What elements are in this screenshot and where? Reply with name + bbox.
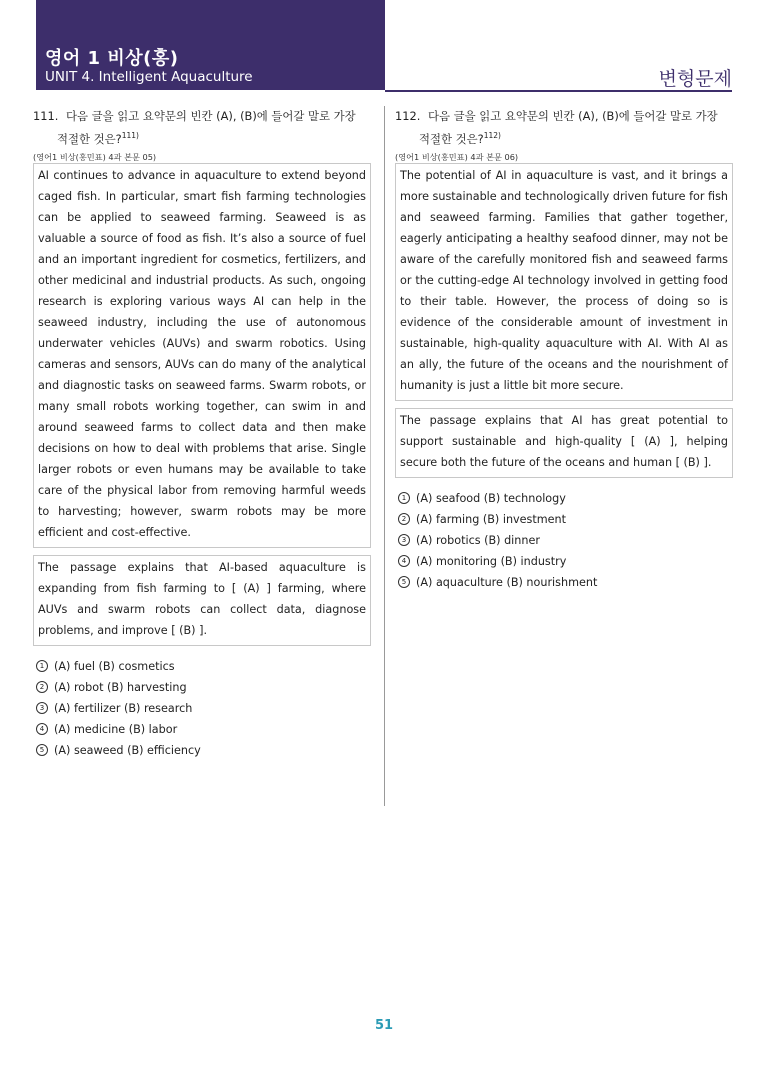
choice-3[interactable] <box>33 698 371 719</box>
choice-text: (A) farming (B) investment <box>416 512 567 526</box>
choice-number-icon: 3 <box>36 702 48 714</box>
choice-number-icon: 1 <box>36 660 48 672</box>
choice-1[interactable] <box>33 656 371 677</box>
choice-1[interactable] <box>395 488 733 509</box>
prompt-line-2: 적절한 것은? <box>419 131 484 146</box>
choice-number-icon: 5 <box>398 576 410 588</box>
passage-box: AI continues to advance in aquaculture to extend beyond caged fish. In particular, smart fish farming technologies can be applied to seaweed farming. Seaweed is as valuable a source of food as fish. It’s also a source of fuel and an important ingredient for cosmetics, fertilizers, and other medicinal and industrial products. As such, ongoing research is exploring various ways AI can help in the seaweed industry, including the use of autonomous underwater vehicles (AUVs) and swarm robotics. Using cameras and sensors, AUVs can do many of the analytical and diagnostic tasks on seaweed farms. Swarm robots, or many small robots working together, can swim in and around seaweed farms to collect data and then make decisions on how to deal with problems that arise. Single larger robots or even humans may be available to take care of the physical labor from removing harmful weeds to harvesting; however, swarm robots may be more efficient and cost-effective. <box>33 163 371 548</box>
source-reference: (영어1 비상(홍민표) 4과 본문 06) <box>395 151 519 162</box>
prompt-line-1: 다음 글을 읽고 요약문의 빈칸 (A), (B)에 들어갈 말로 가장 <box>428 109 718 123</box>
summary-box: The passage explains that AI has great potential to support sustainable and high-quality [ (A) ], helping secure both the future of the oceans and human [ (B) ]. <box>395 408 733 478</box>
section-tag: 변형문제 <box>658 68 732 90</box>
question-112 <box>395 106 733 593</box>
choice-number-icon: 4 <box>398 555 410 567</box>
choice-text: (A) robot (B) harvesting <box>54 680 187 694</box>
choice-number-icon: 2 <box>36 681 48 693</box>
choice-text: (A) monitoring (B) industry <box>416 554 567 568</box>
choice-2[interactable] <box>395 509 733 530</box>
column-divider <box>384 106 385 806</box>
choice-text: (A) fertilizer (B) research <box>54 701 193 715</box>
choice-text: (A) fuel (B) cosmetics <box>54 659 175 673</box>
choice-5[interactable] <box>395 572 733 593</box>
choice-2[interactable] <box>33 677 371 698</box>
choice-number-icon: 1 <box>398 492 410 504</box>
summary-box: The passage explains that AI-based aquaculture is expanding from fish farming to [ (A) ] farming, where AUVs and swarm robots can collect data, diagnose problems, and improve [ (B) ]. <box>33 555 371 646</box>
question-prompt-cont <box>395 126 733 149</box>
source-reference: (영어1 비상(홍민표) 4과 본문 05) <box>33 151 157 162</box>
choice-number-icon: 4 <box>36 723 48 735</box>
prompt-line-2: 적절한 것은? <box>57 131 122 146</box>
choice-5[interactable] <box>33 740 371 761</box>
choice-text: (A) seaweed (B) efficiency <box>54 743 201 757</box>
choice-text: (A) medicine (B) labor <box>54 722 178 736</box>
choice-4[interactable] <box>395 551 733 572</box>
question-number: 111. <box>33 109 59 123</box>
question-prompt <box>395 106 733 126</box>
page-number: 51 <box>374 1018 394 1033</box>
question-prompt-cont <box>33 126 371 149</box>
footnote-ref: 112) <box>483 131 501 140</box>
footnote-ref: 111) <box>121 131 139 140</box>
question-prompt <box>33 106 371 126</box>
header-rule <box>385 90 732 92</box>
choice-number-icon: 3 <box>398 534 410 546</box>
textbook-title: 영어 1 비상(홍) <box>45 48 179 69</box>
answer-choices <box>33 656 371 761</box>
choice-text: (A) aquaculture (B) nourishment <box>416 575 598 589</box>
unit-title: UNIT 4. Intelligent Aquaculture <box>45 69 253 85</box>
choice-3[interactable] <box>395 530 733 551</box>
answer-choices <box>395 488 733 593</box>
choice-text: (A) robotics (B) dinner <box>416 533 540 547</box>
question-111 <box>33 106 371 761</box>
question-number: 112. <box>395 109 421 123</box>
choice-4[interactable] <box>33 719 371 740</box>
choice-number-icon: 5 <box>36 744 48 756</box>
choice-number-icon: 2 <box>398 513 410 525</box>
prompt-line-1: 다음 글을 읽고 요약문의 빈칸 (A), (B)에 들어갈 말로 가장 <box>66 109 356 123</box>
passage-box: The potential of AI in aquaculture is vast, and it brings a more sustainable and technologically driven future for fish and seaweed farming. Families that gather together, eagerly anticipating a healthy seafood dinner, may not be aware of the carefully monitored fish and seaweed farms or the cutting-edge AI technology involved in getting food to their table. However, the process of doing so is evidence of the considerable amount of investment in sustainable, high-quality aquaculture with AI. With AI as an ally, the future of the oceans and the nourishment of humanity is just a little bit more secure. <box>395 163 733 401</box>
choice-text: (A) seafood (B) technology <box>416 491 566 505</box>
